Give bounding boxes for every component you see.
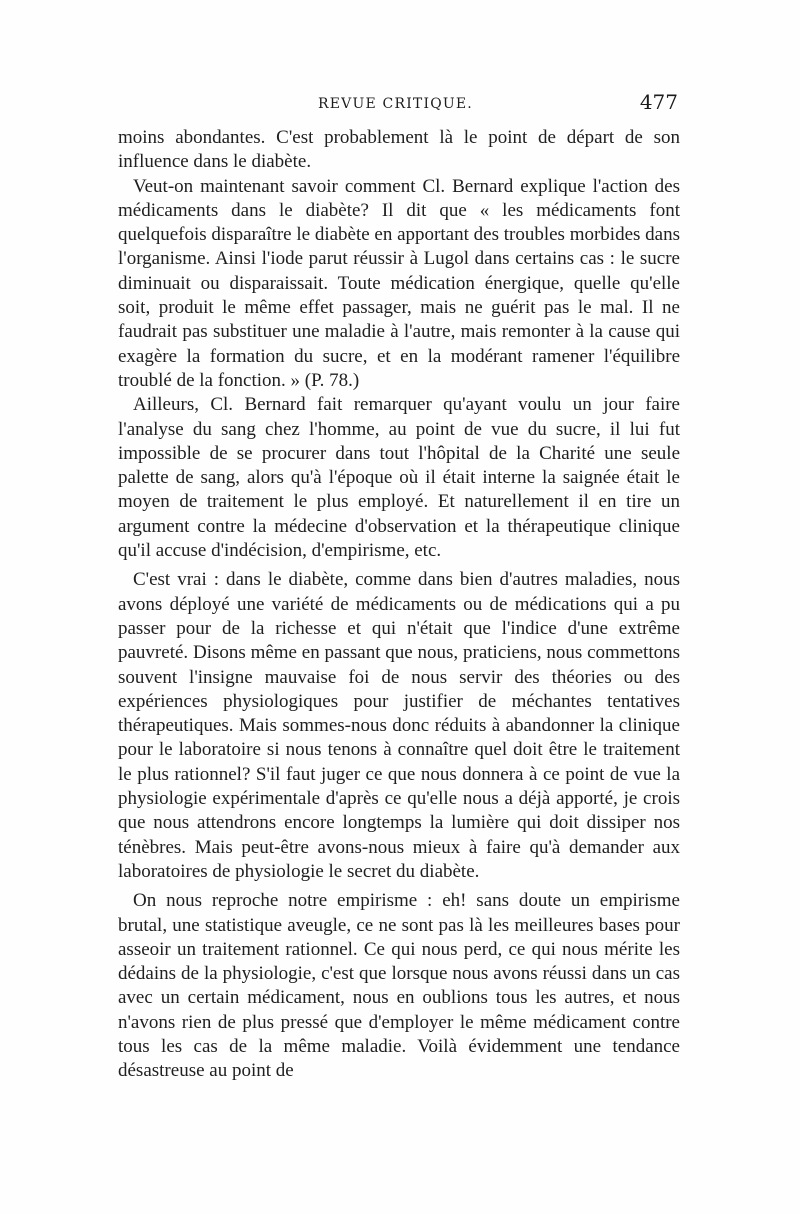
paragraph-empirisme: On nous reproche notre empirisme : eh! sans doute un empirisme brutal, une statistique aveugle, ce ne sont pas là les meilleures bases pour asseoir un traitement rationnel. Ce qui nous perd, ce qui nous mérite les dédains de la physiologie, c'est que lorsque nous avons réussi dans un cas avec un certain médicament, nous en oublions tous les autres, et nous n'avons rien de plus pressé que d'employer le même médicament contre tous les cas de la même maladie. Voilà évidemment une tendance désastreuse au point de — [118, 890, 680, 1082]
paragraph-continued: moins abondantes. C'est probablement là le point de départ de son influence dans le diabète. — [118, 127, 680, 173]
paragraph-diversite-medicaments: C'est vrai : dans le diabète, comme dans bien d'autres maladies, nous avons déployé une variété de médicaments ou de médications qui a pu passer pour de la richesse et qui n'était que l'indice d'une extrême pauvreté. Disons même en passant que nous, praticiens, nous commettons souvent l'insigne mauvaise foi de nous servir des théories ou des expériences physiologiques pour justifier de méchantes tentatives thérapeutiques. Mais sommes-nous donc réduits à abandonner la clinique pour le laboratoire si nous tenons à connaître quel doit être le traitement le plus rationnel? S'il faut juger ce que nous donnera à ce point de vue la physiologie expérimentale d'après ce qu'elle nous a déjà apporté, je crois que nous attendrons encore longtemps la lumière qui doit dissiper nos ténèbres. Mais peut-être avons-nous mieux à faire qu'à demander aux laboratoires de physiologie le secret du diabète. — [118, 569, 680, 882]
paragraph-bernard-medicaments: Veut-on maintenant savoir comment Cl. Bernard explique l'action des médicaments dans le diabète? Il dit que « les médicaments font quelquefois disparaître le diabète en apportant des troubles morbides dans l'organisme. Ainsi l'iode parut réussir à Lugol dans certains cas : le sucre diminuait ou disparaissait. Toute médication énergique, quelle qu'elle soit, produit le même effet passager, mais ne guérit pas le mal. Il ne faudrait pas substituer une maladie à l'autre, mais remonter à la cause qui exagère la formation du sucre, et en la modérant ramener l'équilibre troublé de la fonction. » (P. 78.) — [118, 175, 680, 391]
page-header — [118, 90, 680, 124]
running-title: REVUE CRITIQUE. — [318, 96, 473, 112]
paragraph-analyse-sang: Ailleurs, Cl. Bernard fait remarquer qu'ayant voulu un jour faire l'analyse du sang chez l'homme, au point de vue du sucre, il lui fut impossible de se procurer dans tout l'hôpital de la Charité une seule palette de sang, alors qu'à l'époque où il était interne la saignée était le moyen de traitement le plus employé. Et naturellement il en tire un argument contre la médecine d'observation et la thérapeutique clinique qu'il accuse d'indécision, d'empirisme, etc. — [118, 394, 680, 562]
body-text — [118, 126, 680, 1084]
page-number: 477 — [639, 90, 678, 114]
